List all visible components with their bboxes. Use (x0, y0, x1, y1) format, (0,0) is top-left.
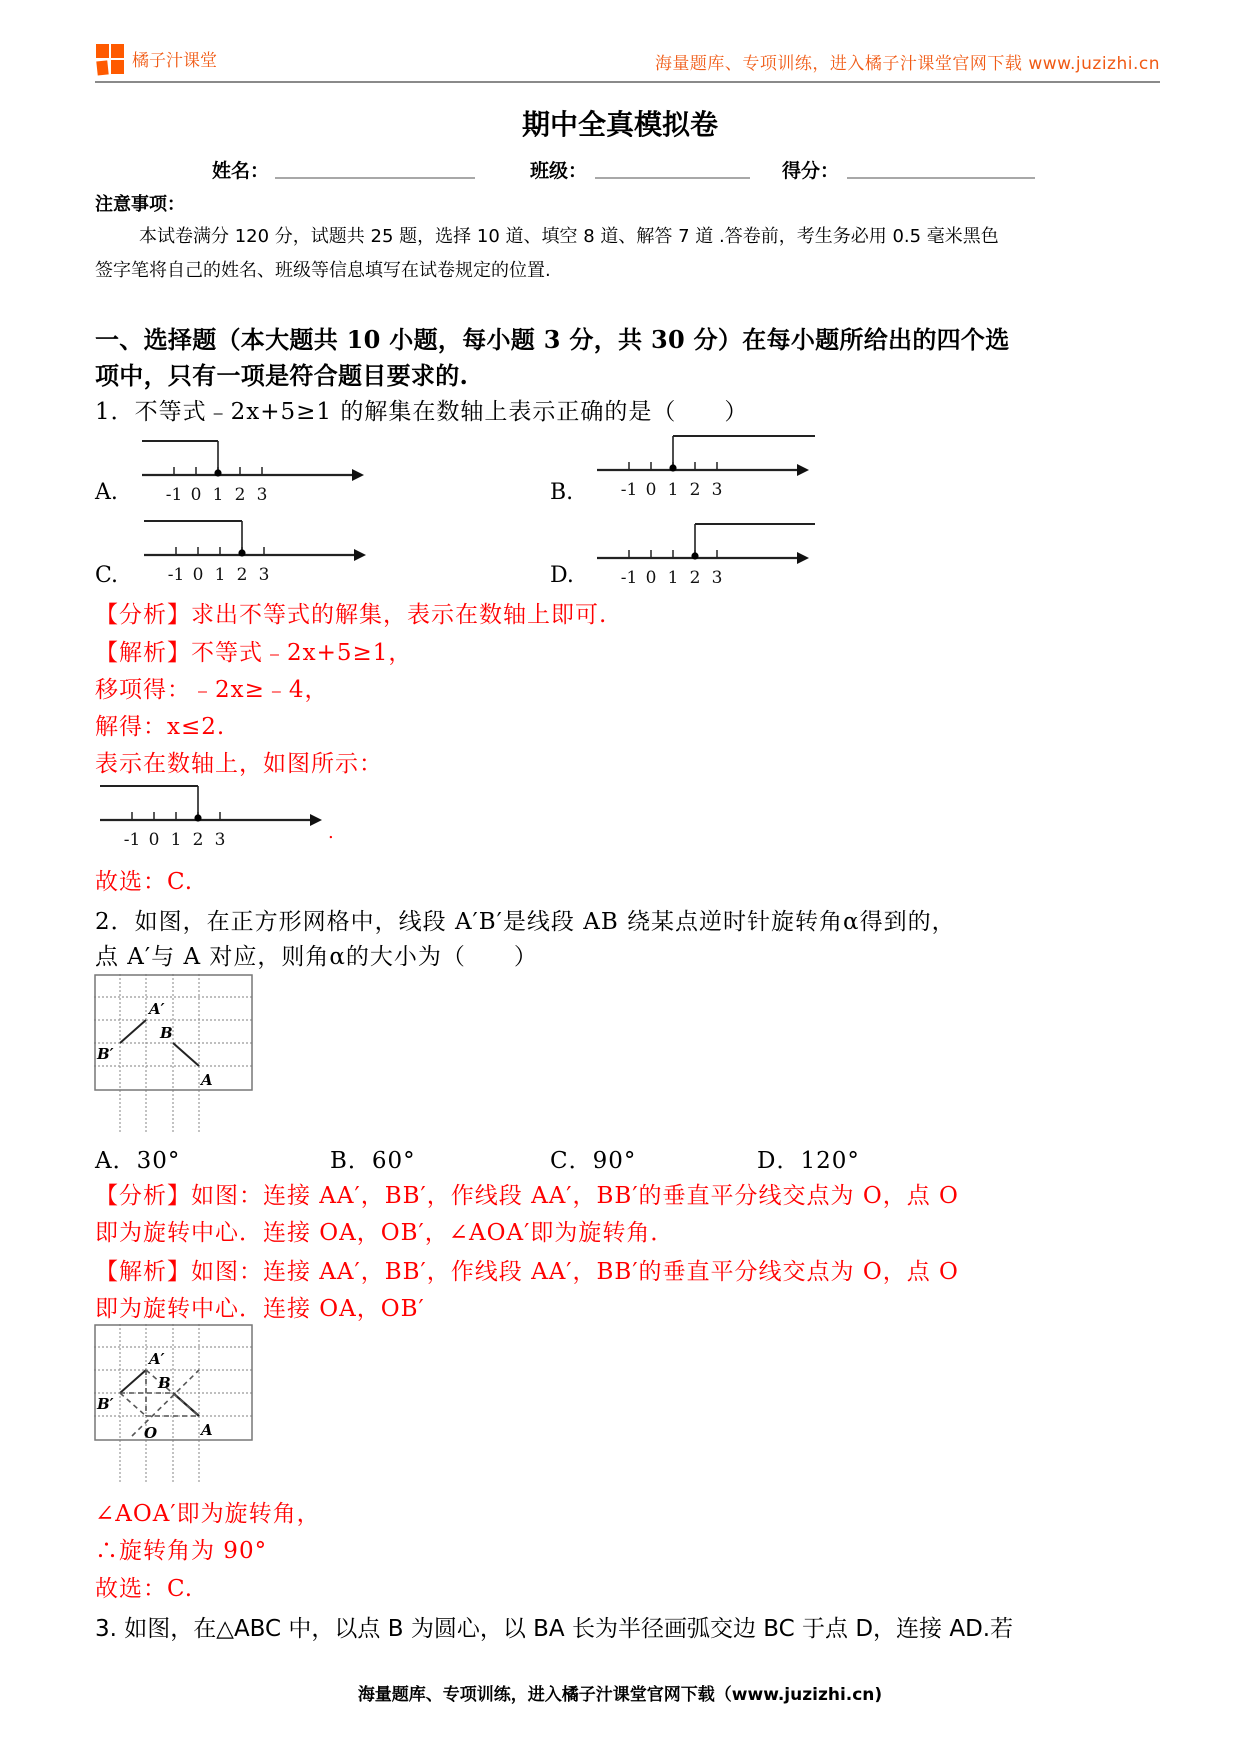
tick-label: 0 (192, 565, 204, 585)
logo-icon (96, 44, 126, 76)
tick-label: -1 (620, 568, 638, 588)
q2-analysis-line-2: 即为旋转中心．连接 OA，OB′，∠AOA′即为旋转角． (95, 1220, 675, 1246)
solid-point (691, 552, 698, 559)
label-b-prime: B′ (97, 1395, 114, 1413)
tick-label: 1 (212, 485, 224, 505)
label-b: B (158, 1374, 171, 1392)
header-slogan[interactable]: 海量题库、专项训练，进入橘子汁课堂官网下载 www.juzizhi.cn (654, 54, 1160, 74)
name-label: 姓名： (212, 160, 270, 182)
tick-label: 1 (667, 480, 679, 500)
axis-arrow-icon (797, 552, 809, 564)
tick-label: 2 (234, 485, 246, 505)
tick-label: 2 (689, 480, 701, 500)
q2-option-b[interactable]: B．60° (330, 1148, 416, 1174)
segment-a-prime-b-prime (120, 1370, 146, 1393)
tick-label: 1 (214, 565, 226, 585)
q2-stem-line-2: 点 A′与 A 对应，则角α的大小为（ ） (95, 944, 538, 970)
axis-arrow-icon (354, 549, 366, 561)
axis-arrow-icon (310, 814, 322, 826)
class-field[interactable] (595, 177, 750, 179)
grid-lines (94, 974, 252, 1132)
label-a-prime: A′ (149, 1350, 165, 1368)
q1-solution-line-2: 移项得：﹣2x≥﹣4， (95, 677, 329, 703)
header-divider (95, 81, 1160, 83)
class-label: 班级： (530, 160, 588, 182)
tick-label: 3 (256, 485, 268, 505)
tick-label: -1 (165, 485, 183, 505)
notice-heading: 注意事项： (95, 194, 185, 215)
notice-line-1: 本试卷满分 120 分，试题共 25 题，选择 10 道、填空 8 道、解答 7 道 .答卷前，考生务必用 0.5 毫米黑色 (139, 226, 999, 247)
q2-conclusion-2: ∴旋转角为 90° (95, 1538, 268, 1564)
tick-label: 3 (258, 565, 270, 585)
q3-stem: 3. 如图，在△ABC 中，以点 B 为圆心，以 BA 长为半径画弧交边 BC 于点 D，连接 AD.若 (95, 1616, 1014, 1642)
grid-border (95, 975, 252, 1090)
tick-label: 0 (645, 568, 657, 588)
tick-label: 0 (148, 830, 160, 850)
label-a: A (201, 1071, 213, 1089)
q2-solution-line-2: 即为旋转中心．连接 OA，OB′ (95, 1296, 425, 1322)
label-o: O (144, 1424, 158, 1442)
q1-option-b-label[interactable]: B. (550, 480, 574, 505)
axis-arrow-icon (352, 469, 364, 481)
grid-lines (94, 1324, 252, 1482)
label-a-prime: A′ (149, 1000, 165, 1018)
q1-answer: 故选：C. (95, 869, 194, 895)
label-a: A (201, 1421, 213, 1439)
notice-line-2: 签字笔将自己的姓名、班级等信息填写在试卷规定的位置. (95, 260, 551, 281)
q2-option-c[interactable]: C．90° (550, 1148, 637, 1174)
label-b: B (160, 1024, 173, 1042)
tick-label: 2 (236, 565, 248, 585)
tick-label: -1 (620, 480, 638, 500)
page-title: 期中全真模拟卷 (521, 108, 718, 141)
q1-solution-line-3: 解得：x≤2. (95, 714, 226, 740)
q1-option-a-numberline[interactable] (140, 435, 380, 505)
section-heading-line-2: 项中，只有一项是符合题目要求的. (95, 361, 469, 390)
axis-arrow-icon (797, 464, 809, 476)
q1-option-d-numberline[interactable] (595, 518, 825, 588)
q2-stem-line-1: 2．如图，在正方形网格中，线段 A′B′是线段 AB 绕某点逆时针旋转角α得到的， (95, 909, 956, 935)
brand-name: 橘子汁课堂 (132, 51, 217, 71)
tick-label: 2 (689, 568, 701, 588)
tick-label: 1 (170, 830, 182, 850)
segment-ab (173, 1043, 199, 1066)
q1-answer-numberline (98, 780, 338, 850)
tick-label: 3 (711, 480, 723, 500)
q1-option-b-numberline[interactable] (595, 430, 825, 500)
solid-point (669, 464, 676, 471)
q2-option-d[interactable]: D．120° (757, 1148, 860, 1174)
tick-label: 0 (190, 485, 202, 505)
q2-conclusion-1: ∠AOA′即为旋转角， (95, 1501, 321, 1527)
tick-label: 2 (192, 830, 204, 850)
q1-solution-line-1: 【解析】不等式﹣2x+5≥1， (95, 640, 413, 666)
q2-solution-line-1: 【解析】如图：连接 AA′，BB′，作线段 AA′，BB′的垂直平分线交点为 O，点 O (95, 1259, 959, 1285)
q2-option-a[interactable]: A．30° (95, 1148, 181, 1174)
tick-label: -1 (123, 830, 141, 850)
tick-label: 1 (667, 568, 679, 588)
logo (96, 44, 126, 76)
q2-solution-figure (94, 1324, 254, 1484)
q2-grid-figure (94, 974, 254, 1132)
section-heading-line-1: 一、选择题（本大题共 10 小题，每小题 3 分，共 30 分）在每小题所给出的四个选 (95, 325, 1010, 354)
solid-point (194, 814, 201, 821)
q1-option-c-label[interactable]: C. (95, 563, 119, 588)
name-field[interactable] (275, 177, 475, 179)
label-b-prime: B′ (97, 1045, 114, 1063)
tick-label: 3 (214, 830, 226, 850)
solid-point (214, 469, 221, 476)
segment-a-prime-b-prime (120, 1020, 146, 1043)
q1-option-c-numberline[interactable] (142, 515, 382, 585)
solid-point (238, 549, 245, 556)
tick-label: 3 (711, 568, 723, 588)
q2-answer: 故选：C. (95, 1576, 194, 1602)
grid-border (95, 1325, 252, 1440)
q2-analysis-line-1: 【分析】如图：连接 AA′，BB′，作线段 AA′，BB′的垂直平分线交点为 O，点 O (95, 1183, 959, 1209)
footer-text[interactable]: 海量题库、专项训练，进入橘子汁课堂官网下载（www.juzizhi.cn) (357, 1685, 883, 1705)
q1-solution-line-4: 表示在数轴上，如图所示： (95, 751, 383, 777)
tick-label: -1 (167, 565, 185, 585)
score-field[interactable] (847, 177, 1035, 179)
score-label: 得分： (782, 160, 840, 182)
q1-option-d-label[interactable]: D. (550, 563, 574, 588)
q1-stem: 1．不等式﹣2x+5≥1 的解集在数轴上表示正确的是（ ） (95, 399, 749, 425)
q1-analysis: 【分析】求出不等式的解集，表示在数轴上即可. (95, 602, 608, 628)
q1-answer-axis-period: . (328, 822, 334, 843)
q1-option-a-label[interactable]: A. (95, 480, 118, 505)
tick-label: 0 (645, 480, 657, 500)
